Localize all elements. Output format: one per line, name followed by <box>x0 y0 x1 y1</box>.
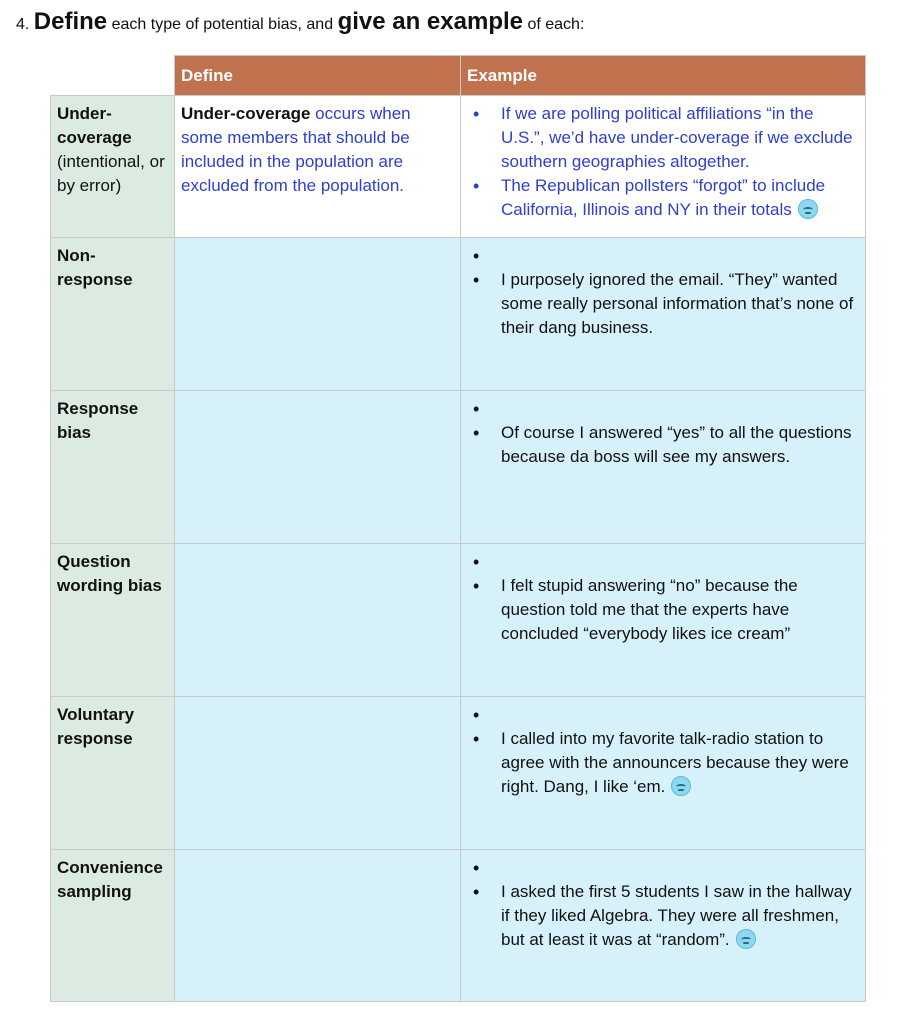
define-keyword: Define <box>33 8 108 35</box>
example-item: • I called into my favorite talk-radio station to agree with the announcers because they were right. Dang, I like ‘em. <box>467 727 859 799</box>
definition-cell[interactable] <box>175 391 461 544</box>
example-list <box>467 397 859 469</box>
example-keyword: give an example <box>337 8 523 35</box>
table-row-convenience-sampling <box>51 850 866 1002</box>
definition-text: occurs when some members that should be included in the population are excluded from the population. <box>181 104 411 195</box>
example-item: • I asked the first 5 students I saw in the hallway if they liked Algebra. They were all freshmen, but at least it was at “random”. <box>467 880 859 952</box>
term-label: Question wording bias <box>57 552 162 595</box>
header-blank-cell <box>51 56 175 96</box>
example-item: • I purposely ignored the email. “They” wanted some really personal information that’s none of their dang business. <box>467 268 859 340</box>
relieved-face-icon <box>736 929 756 949</box>
example-item: • Of course I answered “yes” to all the questions because da boss will see my answers. <box>467 421 859 469</box>
definition-cell[interactable] <box>175 238 461 391</box>
term-label: Under-coverage <box>57 104 132 147</box>
term-cell <box>51 96 175 238</box>
term-cell <box>51 850 175 1002</box>
header-row <box>51 56 866 96</box>
example-cell[interactable] <box>461 96 866 238</box>
header-example: Example <box>461 56 866 96</box>
relieved-face-icon <box>798 199 818 219</box>
question-number: 4. <box>16 16 30 33</box>
example-cell[interactable] <box>461 544 866 697</box>
example-cell[interactable] <box>461 238 866 391</box>
example-list <box>467 703 859 799</box>
example-item-empty[interactable] <box>467 550 859 574</box>
term-cell <box>51 697 175 850</box>
example-cell[interactable] <box>461 697 866 850</box>
example-list <box>467 102 859 222</box>
question-prompt <box>16 8 584 39</box>
term-cell <box>51 238 175 391</box>
table-row-question-wording-bias <box>51 544 866 697</box>
definition-cell[interactable] <box>175 96 461 238</box>
term-label: Convenience sampling <box>57 858 163 901</box>
table-row-voluntary-response <box>51 697 866 850</box>
relieved-face-icon <box>671 776 691 796</box>
term-label: Response bias <box>57 399 139 442</box>
term-cell <box>51 391 175 544</box>
definition-cell[interactable] <box>175 850 461 1002</box>
table-row-response-bias <box>51 391 866 544</box>
term-sublabel: (intentional, or by error) <box>57 152 165 195</box>
example-item: • The Republican pollsters “forgot” to include California, Illinois and NY in their totals <box>467 174 859 222</box>
definition-cell[interactable] <box>175 697 461 850</box>
definition-term: Under-coverage <box>181 104 311 123</box>
example-item: • I felt stupid answering “no” because the question told me that the experts have concluded “everybody likes ice cream” <box>467 574 859 646</box>
example-item-empty[interactable] <box>467 856 859 880</box>
table-row-under-coverage <box>51 96 866 238</box>
example-list <box>467 550 859 646</box>
table-row-non-response <box>51 238 866 391</box>
term-label: Non-response <box>57 246 133 289</box>
header-define: Define <box>175 56 461 96</box>
term-label: Voluntary response <box>57 705 135 748</box>
prompt-end-text: of each: <box>527 16 585 33</box>
example-list <box>467 856 859 952</box>
example-item-empty[interactable] <box>467 244 859 268</box>
term-cell <box>51 544 175 697</box>
bias-worksheet-table <box>50 55 866 1002</box>
definition-cell[interactable] <box>175 544 461 697</box>
example-cell[interactable] <box>461 850 866 1002</box>
example-list <box>467 244 859 340</box>
example-item-empty[interactable] <box>467 397 859 421</box>
example-cell[interactable] <box>461 391 866 544</box>
example-item-empty[interactable] <box>467 703 859 727</box>
example-item: • If we are polling political affiliations “in the U.S.”, we’d have under-coverage if we exclude southern geographies altogether. <box>467 102 859 174</box>
prompt-middle-text: each type of potential bias, and <box>111 16 334 33</box>
